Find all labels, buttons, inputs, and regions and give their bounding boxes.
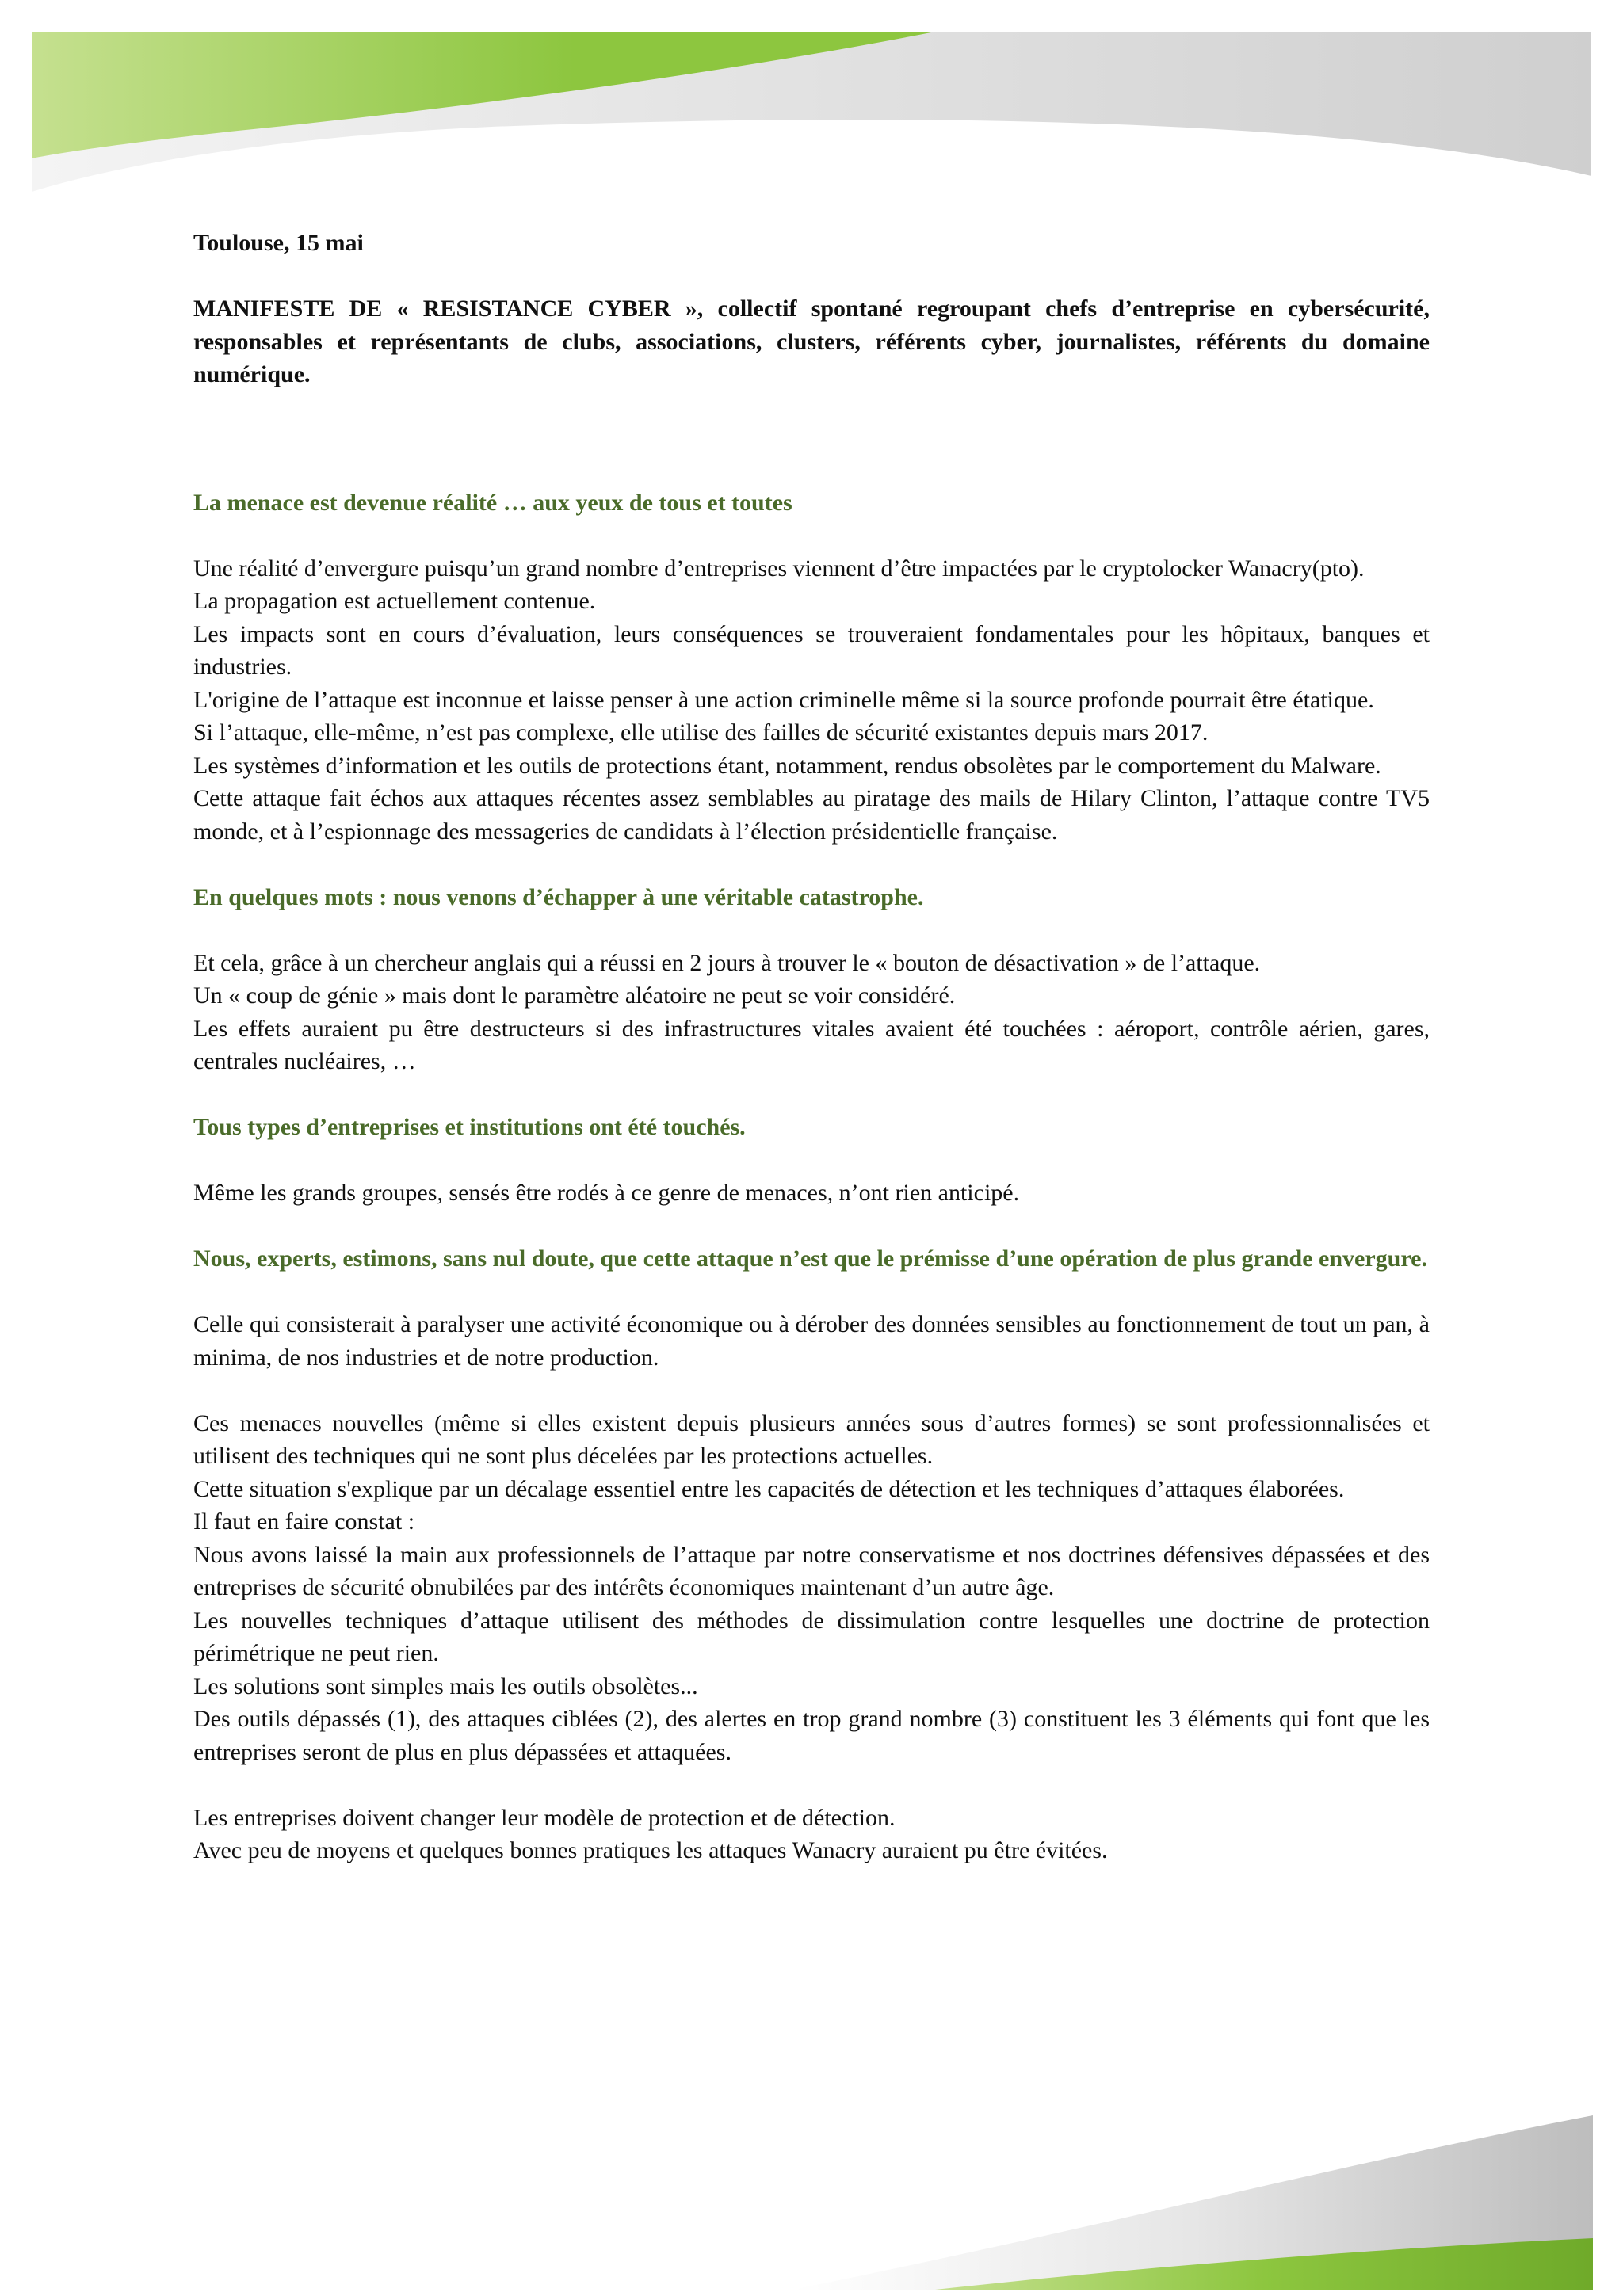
section-heading: En quelques mots : nous venons d’échapper à une véritable catastrophe. <box>193 883 924 910</box>
section-heading: Nous, experts, estimons, sans nul doute, que cette attaque n’est que le prémisse d’une opération de plus grande envergure. <box>193 1245 1427 1272</box>
paragraph: Et cela, grâce à un chercheur anglais qui a réussi en 2 jours à trouver le « bouton de désactivation » de l’attaque. <box>193 949 1261 976</box>
paragraph: La propagation est actuellement contenue. <box>193 588 596 614</box>
header-swoosh-decoration <box>0 0 1623 206</box>
section-heading: La menace est devenue réalité … aux yeux de tous et toutes <box>193 489 792 516</box>
paragraph: Cette attaque fait échos aux attaques récentes assez semblables au piratage des mails de Hilary Clinton, l’attaque contre TV5 monde, et à l’espionnage des messageries de candidats à l’élection présidentielle française. <box>193 785 1430 845</box>
paragraph: Un « coup de génie » mais dont le paramètre aléatoire ne peut se voir considéré. <box>193 982 956 1009</box>
paragraph: Les systèmes d’information et les outils de protections étant, notamment, rendus obsolètes par le comportement du Malware. <box>193 752 1381 779</box>
paragraph: Les nouvelles techniques d’attaque utilisent des méthodes de dissimulation contre lesquelles une doctrine de protection périmétrique ne peut rien. <box>193 1607 1430 1666</box>
section-heading: Tous types d’entreprises et institutions ont été touchés. <box>193 1114 746 1140</box>
paragraph: Les entreprises doivent changer leur modèle de protection et de détection. <box>193 1804 896 1831</box>
manifesto-title: MANIFESTE DE « RESISTANCE CYBER », collectif spontané regroupant chefs d’entreprise en cybersécurité, responsables et représentants de clubs, associations, clusters, référents cyber, journalistes, référents du domaine numérique. <box>193 296 1430 387</box>
paragraph: Cette situation s'explique par un décalage essentiel entre les capacités de détection et les techniques d’attaques élaborées. <box>193 1475 1345 1502</box>
paragraph: Les effets auraient pu être destructeurs si des infrastructures vitales avaient été touchées : aéroport, contrôle aérien, gares, centrales nucléaires, … <box>193 1015 1430 1074</box>
paragraph: Si l’attaque, elle-même, n’est pas complexe, elle utilise des failles de sécurité existantes depuis mars 2017. <box>193 719 1209 746</box>
place-date: Toulouse, 15 mai <box>193 230 364 256</box>
paragraph: L'origine de l’attaque est inconnue et laisse penser à une action criminelle même si la source profonde pourrait être étatique. <box>193 686 1374 713</box>
paragraph: Celle qui consisterait à paralyser une activité économique ou à dérober des données sensibles au fonctionnement de tout un pan, à minima, de nos industries et de notre production. <box>193 1311 1430 1371</box>
footer-swoosh-decoration <box>0 2092 1623 2296</box>
paragraph: Des outils dépassés (1), des attaques ciblées (2), des alertes en trop grand nombre (3) constituent les 3 éléments qui font que les entreprises seront de plus en plus dépassées et attaquées. <box>193 1706 1430 1765</box>
paragraph: Il faut en faire constat : <box>193 1508 415 1535</box>
paragraph: Les impacts sont en cours d’évaluation, leurs conséquences se trouveraient fondamentales pour les hôpitaux, banques et industries. <box>193 620 1430 680</box>
paragraph: Ces menaces nouvelles (même si elles existent depuis plusieurs années sous d’autres formes) se sont professionnalisées et utilisent des techniques qui ne sont plus décelées par les protections actuelles. <box>193 1409 1430 1469</box>
paragraph: Les solutions sont simples mais les outils obsolètes... <box>193 1672 698 1699</box>
paragraph: Même les grands groupes, sensés être rodés à ce genre de menaces, n’ont rien anticipé. <box>193 1180 1020 1206</box>
paragraph: Avec peu de moyens et quelques bonnes pratiques les attaques Wanacry auraient pu être évitées. <box>193 1837 1108 1863</box>
paragraph: Nous avons laissé la main aux professionnels de l’attaque par notre conservatisme et nos doctrines défensives dépassées et des entreprises de sécurité obnubilées par des intérêts économiques maintenant d’un autre âge. <box>193 1541 1430 1600</box>
paragraph: Une réalité d’envergure puisqu’un grand nombre d’entreprises viennent d’être impactées par le cryptolocker Wanacry(pto). <box>193 555 1365 582</box>
